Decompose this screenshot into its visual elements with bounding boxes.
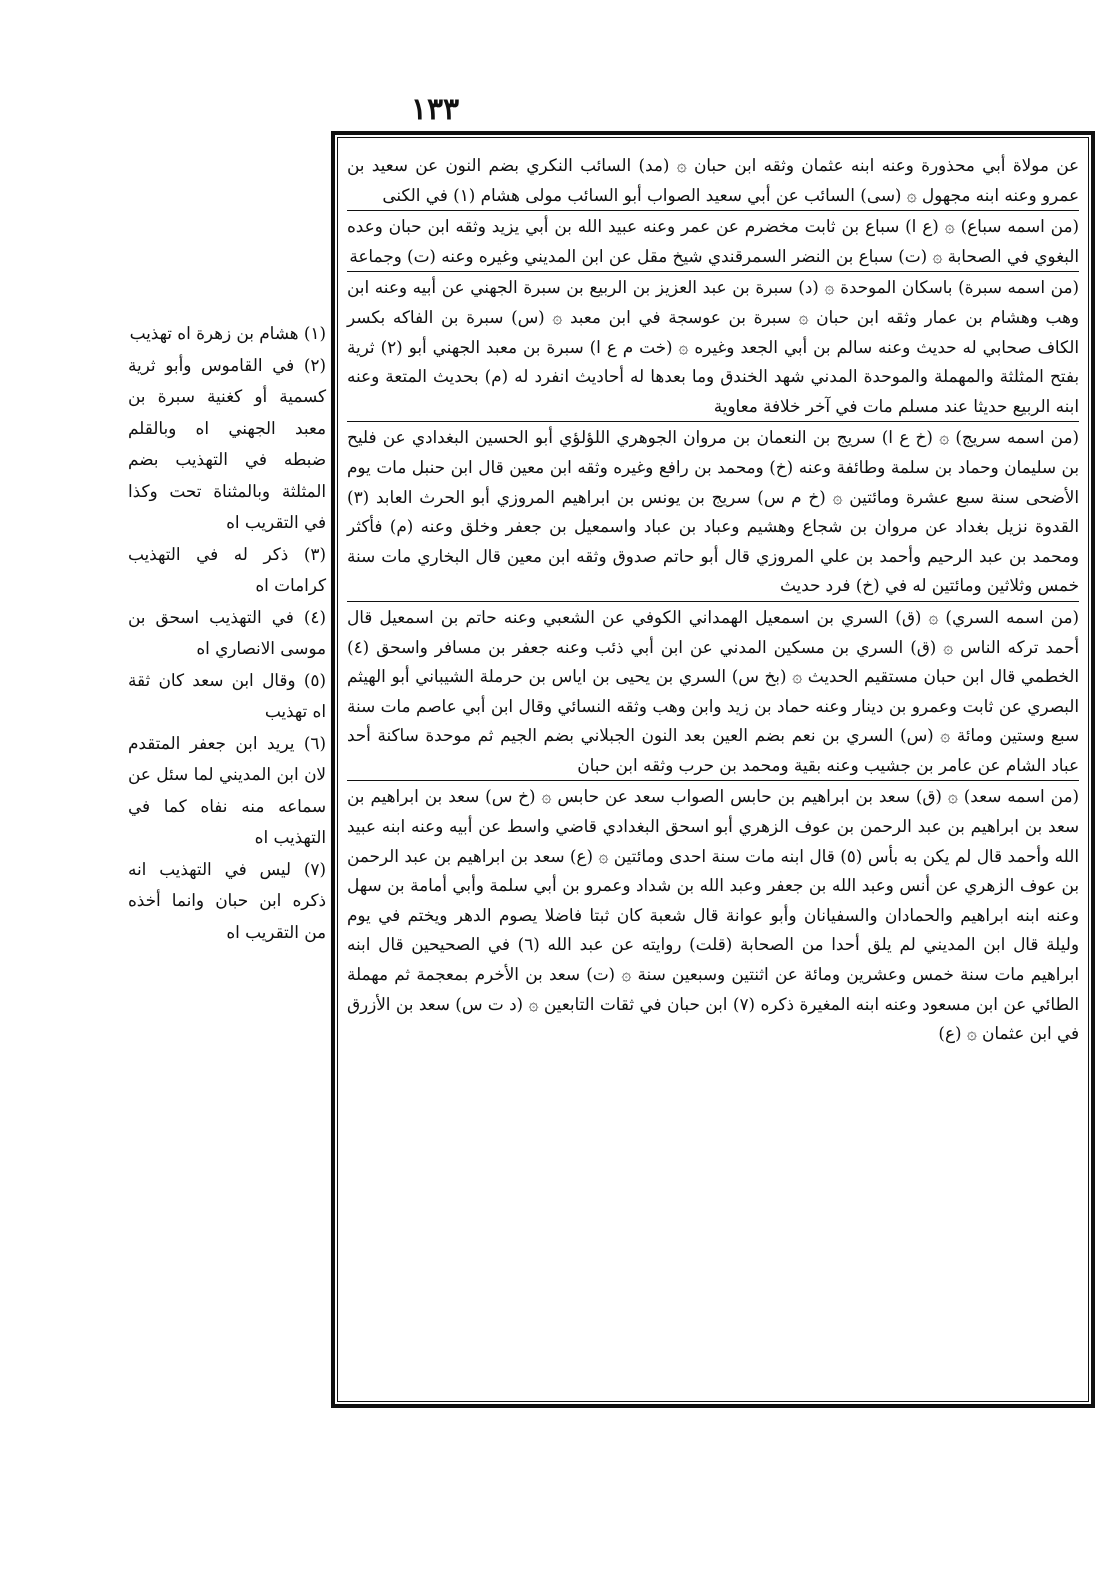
main-paragraph: (من اسمه سعد) ۞ (ق) سعد بن ابراهيم بن حابس الصواب سعد عن حابس ۞ (خ س) سعد بن ابراهيم بن سعد بن ابراهيم بن عبد الرحمن بن عوف الزهري أبو اسحق البغدادي قاضي واسط عن أبيه وعنه ابنه عبيد الله وأحمد قال لم يكن به بأس (٥) قال ابنه مات سنة احدى ومائتين ۞ (ع) سعد بن ابراهيم بن عبد الرحمن بن عوف الزهري عن أنس وعبد الله بن جعفر وعبد الله بن شداد وعمرو بن أبي سلمة وأبي أمامة بن سهل وعنه ابنه ابراهيم والحمادان والسفيانان وأبو عوانة قال شعبة كان ثبتا فاضلا يصوم الدهر ويختم في يوم وليلة قال ابن المديني لم يلق أحدا من الصحابة (قلت) روايته عن عبد الله (٦) في الصحيحين قال ابنه ابراهيم مات سنة خمس وعشرين ومائة عن اثنتين وسبعين سنة ۞ (ت) سعد بن الأخرم بمعجمة ثم مهملة الطائي عن ابن مسعود وعنه ابنه المغيرة ذكره (٧) ابن حبان في ثقات التابعين ۞ (د ت س) سعد بن الأزرق في ابن عثمان ۞ (ع): [347, 780, 1079, 1048]
margin-note: (٢) في القاموس وأبو ثرية كسمية أو كغنية سبرة بن معبد الجهني اه وبالقلم ضبطه في التهذيب بضم المثلثة وبالمثناة تحت وكذا في التقريب اه: [128, 354, 326, 532]
page-number: ١٣٣: [410, 92, 460, 127]
margin-notes: [128, 318, 326, 948]
main-text-body: [347, 151, 1079, 1392]
main-paragraph: (من اسمه سباع) ۞ (ع ا) سباع بن ثابت مخضرم عن عمر وعنه عبيد الله بن أبي يزيد وثقه ابن حبان وعده البغوي في الصحابة ۞ (ت) سباع بن النضر السمرقندي شيخ مقل عن ابن المديني وغيره وعنه (ت) وجماعة: [347, 210, 1079, 271]
margin-note: (٥) وقال ابن سعد كان ثقة اه تهذيب: [128, 669, 326, 721]
margin-note: (١) هشام بن زهرة اه تهذيب: [129, 323, 326, 343]
main-paragraph: (من اسمه السري) ۞ (ق) السري بن اسمعيل الهمداني الكوفي عن الشعبي وعنه حاتم بن اسمعيل قال أحمد تركه الناس ۞ (ق) السري بن مسكين المدني عن ابن أبي ذئب وعنه جعفر بن مسافر واسحق (٤) الخطمي قال ابن حبان مستقيم الحديث ۞ (بخ س) السري بن يحيى بن اياس بن حرملة الشيباني أبو الهيثم البصري عن ثابت وعمرو بن دينار وعنه حماد بن زيد وابن وهب وثقه النسائي وقال ابن أبي عاصم مات سنة سبع وستين ومائة ۞ (س) السري بن نعم بضم العين بعد النون الجبلاني بضم الجيم ثم موحدة ساكنة أحد عباد الشام عن عامر بن جشيب وعنه بقية ومحمد بن حرب وثقه ابن حبان: [347, 601, 1079, 781]
margin-note: (٧) ليس في التهذيب انه ذكره ابن حبان وانما أخذه من التقريب اه: [128, 858, 326, 942]
margin-note: (٦) يريد ابن جعفر المتقدم لان ابن المديني لما سئل عن سماعه منه نفاه كما في التهذيب اه: [128, 732, 326, 847]
margin-note: (٤) في التهذيب اسحق بن موسى الانصاري اه: [128, 606, 326, 658]
main-paragraph: (من اسمه سريج) ۞ (خ ع ا) سريج بن النعمان بن مروان الجوهري اللؤلؤي أبو الحسين البغدادي عن فليح بن سليمان وحماد بن سلمة وطائفة وعنه (خ) ومحمد بن رافع وغيره وثقه ابن معين قال ابن حنبل مات يوم الأضحى سنة سبع عشرة ومائتين ۞ (خ م س) سريج بن يونس بن ابراهيم المروزي أبو الحرث العابد (٣) القدوة نزيل بغداد عن مروان بن شجاع وهشيم وعباد بن عباد واسمعيل بن جعفر وخلق وعنه (م) فأكثر ومحمد بن عبد الرحيم وأحمد بن علي المروزي قال أبو حاتم صدوق وثقه ابن معين قال البخاري مات سنة خمس وثلاثين ومائتين له في (خ) فرد حديث: [347, 421, 1079, 601]
main-paragraph: عن مولاة أبي محذورة وعنه ابنه عثمان وثقه ابن حبان ۞ (مد) السائب النكري بضم النون عن سعيد بن عمرو وعنه ابنه مجهول ۞ (سى) السائب عن أبي سعيد الصواب أبو السائب مولى هشام (١) في الكنى: [347, 155, 1079, 205]
main-paragraph: (من اسمه سبرة) باسكان الموحدة ۞ (د) سبرة بن عبد العزيز بن الربيع بن سبرة الجهني عن أبيه وعنه ابن وهب وهشام بن عمار وثقه ابن حبان ۞ سبرة بن عوسجة في ابن معبد ۞ (س) سبرة بن الفاكه بكسر الكاف صحابي له حديث وعنه سالم بن أبي الجعد وغيره ۞ (خت م ع ا) سبرة بن معبد الجهني أبو (٢) ثرية بفتح المثلثة والمهملة والموحدة المدني شهد الخندق وما بعدها له أحاديث انفرد له (م) بحديث المتعة وعنه ابنه الربيع حديثا عند مسلم مات في آخر خلافة معاوية: [347, 271, 1079, 421]
margin-note: (٣) ذكر له في التهذيب كرامات اه: [128, 543, 326, 595]
main-text-frame: [331, 131, 1095, 1408]
